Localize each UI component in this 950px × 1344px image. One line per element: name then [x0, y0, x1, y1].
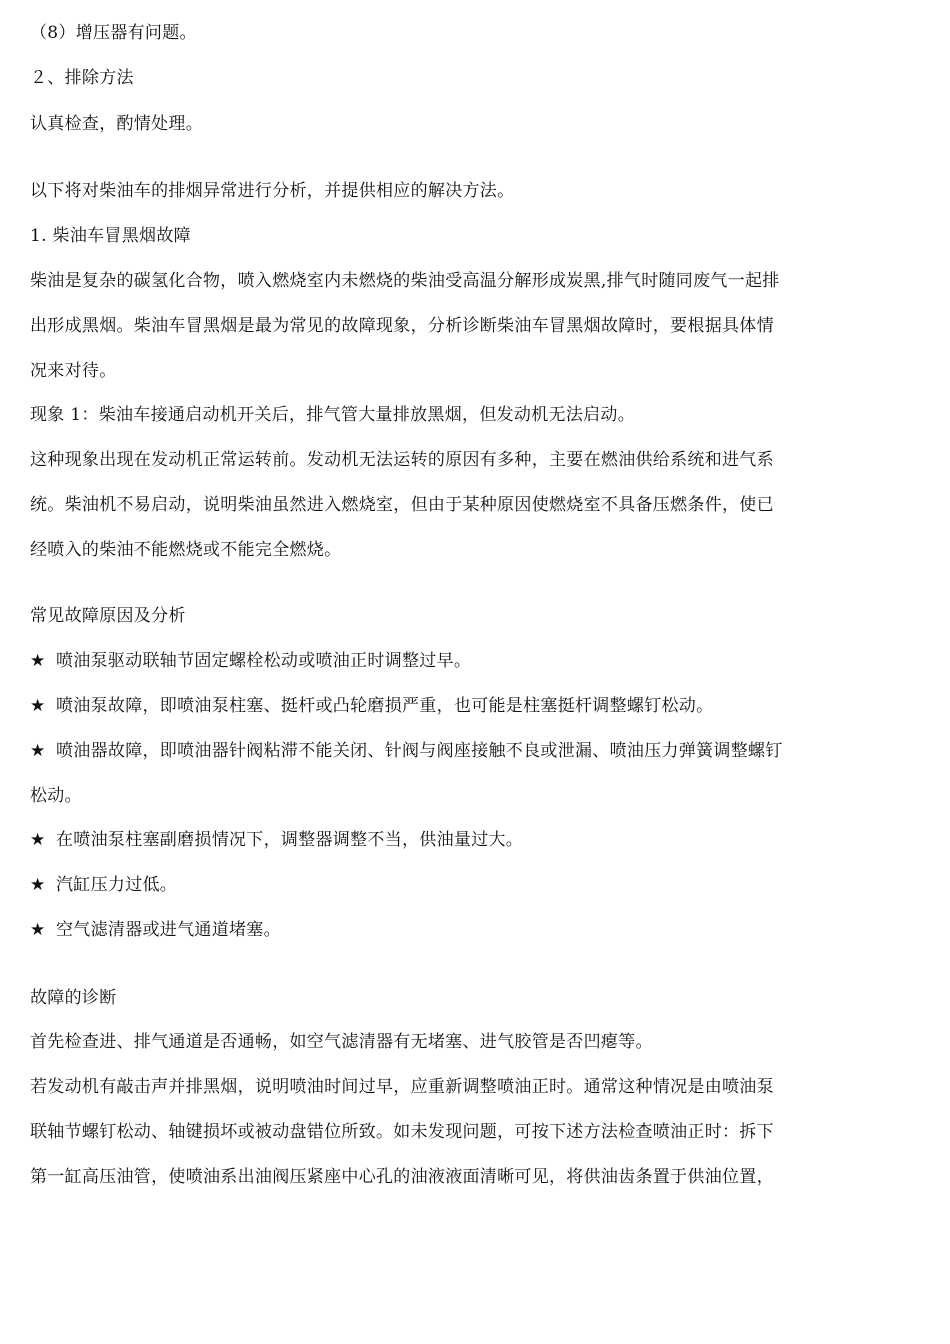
bullet-text: 喷油器故障，即喷油器针阀粘滞不能关闭、针阀与阀座接触不良或泄漏、喷油压力弹簧调整螺钉 — [56, 741, 783, 761]
text-line: 联轴节螺钉松动、轴键损坏或被动盘错位所致。如未发现问题，可按下述方法检查喷油正时：拆下 — [30, 1122, 774, 1142]
bullet-text: 喷油泵故障，即喷油泵柱塞、挺杆或凸轮磨损严重，也可能是柱塞挺杆调整螺钉松动。 — [56, 696, 714, 716]
bullet-text: 空气滤清器或进气通道堵塞。 — [56, 920, 281, 940]
bullet-item — [30, 919, 890, 941]
star-bullet-icon: ★ — [30, 875, 46, 895]
section-heading: 常见故障原因及分析 — [30, 606, 186, 626]
bullet-item — [30, 695, 890, 717]
star-bullet-icon: ★ — [30, 741, 46, 761]
star-bullet-icon: ★ — [30, 651, 46, 671]
text-line: 况来对待。 — [30, 361, 117, 381]
section-heading: 1. 柴油车冒黑烟故障 — [30, 226, 191, 246]
bullet-item — [30, 874, 890, 896]
text-line: 出形成黑烟。柴油车冒黑烟是最为常见的故障现象，分析诊断柴油车冒黑烟故障时，要根据具体情 — [30, 316, 774, 336]
bullet-text: 在喷油泵柱塞副磨损情况下，调整器调整不当，供油量过大。 — [56, 830, 524, 850]
bullet-item — [30, 740, 890, 762]
section-heading: ２、排除方法 — [30, 68, 134, 88]
bullet-item — [30, 829, 890, 851]
bullet-text: 汽缸压力过低。 — [56, 875, 178, 895]
text-line: 第一缸高压油管，使喷油系出油阀压紧座中心孔的油液液面清晰可见，将供油齿条置于供油位置， — [30, 1167, 774, 1187]
text-line: 以下将对柴油车的排烟异常进行分析，并提供相应的解决方法。 — [30, 181, 515, 201]
star-bullet-icon: ★ — [30, 920, 46, 940]
text-line: 经喷入的柴油不能燃烧或不能完全燃烧。 — [30, 540, 342, 560]
star-bullet-icon: ★ — [30, 830, 46, 850]
bullet-item — [30, 650, 890, 672]
text-line: 首先检查进、排气通道是否通畅，如空气滤清器有无堵塞、进气胶管是否凹瘪等。 — [30, 1032, 653, 1052]
text-line: （8）增压器有问题。 — [30, 23, 197, 43]
star-bullet-icon: ★ — [30, 696, 46, 716]
text-line: 松动。 — [30, 786, 82, 806]
text-line: 这种现象出现在发动机正常运转前。发动机无法运转的原因有多种，主要在燃油供给系统和进气系 — [30, 450, 774, 470]
text-line: 柴油是复杂的碳氢化合物，喷入燃烧室内未燃烧的柴油受高温分解形成炭黑,排气时随同废气一起排 — [30, 271, 780, 291]
text-line: 若发动机有敲击声并排黑烟，说明喷油时间过早，应重新调整喷油正时。通常这种情况是由喷油泵 — [30, 1077, 774, 1097]
section-heading: 故障的诊断 — [30, 988, 117, 1008]
text-line: 统。柴油机不易启动，说明柴油虽然进入燃烧室，但由于某种原因使燃烧室不具备压燃条件，使已 — [30, 495, 774, 515]
bullet-text: 喷油泵驱动联轴节固定螺栓松动或喷油正时调整过早。 — [56, 651, 472, 671]
text-line: 认真检查，酌情处理。 — [30, 114, 203, 134]
text-line: 现象 1：柴油车接通启动机开关后，排气管大量排放黑烟，但发动机无法启动。 — [30, 405, 636, 425]
